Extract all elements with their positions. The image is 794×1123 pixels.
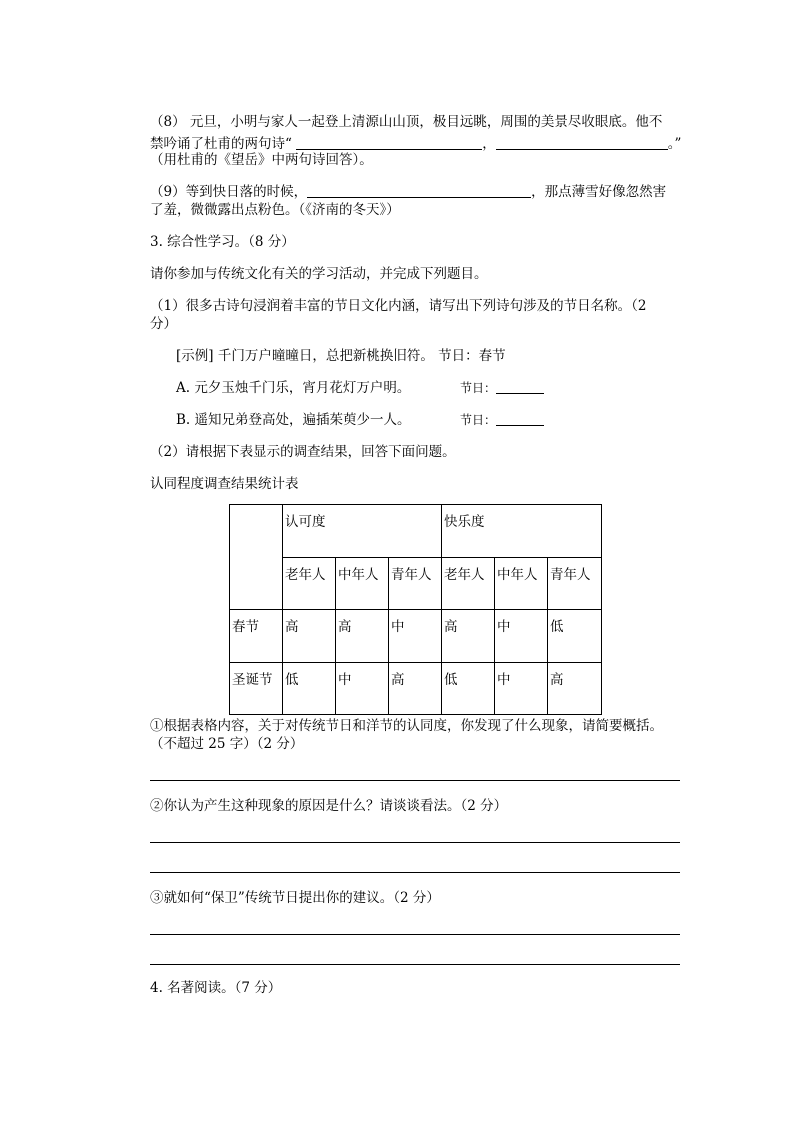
q9-suffix: ，那点薄雪好像忽然害 <box>531 184 667 200</box>
answer-line-b1[interactable] <box>150 842 680 843</box>
q9-line2: 了羞，微微露出点粉色。（《济南的冬天》） <box>150 202 400 218</box>
table-cell: 中 <box>336 663 389 715</box>
table-cell: 高 <box>283 610 336 663</box>
option-a-blank[interactable] <box>496 379 544 394</box>
question-a-line2: （不超过 25 字）（2 分） <box>150 736 304 752</box>
table-subheader-row <box>230 558 602 610</box>
option-b-text: B. 遥知兄弟登高处，遍插茱萸少一人。 <box>176 412 411 428</box>
answer-line-b2[interactable] <box>150 872 680 873</box>
q9-line1 <box>150 182 666 202</box>
table-group-header-row <box>230 505 602 558</box>
q8-line3: （用杜甫的《望岳》中两句诗回答）。 <box>150 152 373 168</box>
option-a-label: 节日： <box>460 381 497 395</box>
section3-title: 3. 综合性学习。（8 分） <box>150 234 295 250</box>
table-cell: 高 <box>442 610 495 663</box>
option-b-label: 节日： <box>460 413 497 427</box>
option-b-blank[interactable] <box>496 411 544 426</box>
table-row-label: 圣诞节 <box>230 663 283 715</box>
table-row <box>230 663 602 715</box>
question-b: ②你认为产生这种现象的原因是什么？请谈谈看法。（2 分） <box>150 798 508 814</box>
table-subheader: 青年人 <box>389 558 442 610</box>
table-cell: 中 <box>389 610 442 663</box>
q9-prefix: （9）等到快日落的时候， <box>150 184 308 200</box>
table-corner-cell <box>230 505 283 610</box>
table-cell: 高 <box>389 663 442 715</box>
q8-line2-mid: ， <box>482 136 496 152</box>
answer-line-a[interactable] <box>150 780 680 781</box>
q8-line1: （8） 元旦，小明与家人一起登上清源山山顶，极目远眺，周围的美景尽收眼底。他不 <box>150 114 663 130</box>
table-title: 认同程度调查结果统计表 <box>150 476 299 492</box>
section3-p1-line1: （1）很多古诗句浸润着丰富的节日文化内涵，请写出下列诗句涉及的节日名称。（2 <box>150 298 647 314</box>
q8-line2-prefix: 禁吟诵了杜甫的两句诗“ <box>150 136 297 152</box>
question-c: ③就如何“保卫”传统节日提出你的建议。（2 分） <box>150 890 440 906</box>
table-subheader: 老年人 <box>442 558 495 610</box>
answer-line-c1[interactable] <box>150 934 680 935</box>
table-cell: 高 <box>336 610 389 663</box>
section3-p1-line2: 分） <box>150 316 177 332</box>
question-a-line1: ①根据表格内容，关于对传统节日和洋节的认同度，你发现了什么现象，请简要概括。 <box>150 718 663 734</box>
table-subheader: 中年人 <box>495 558 548 610</box>
table-cell: 中 <box>495 610 548 663</box>
q8-answer-blank-2[interactable] <box>496 135 668 150</box>
q8-answer-blank-1[interactable] <box>296 135 482 150</box>
table-group-header: 快乐度 <box>442 505 602 558</box>
example-line: [示例] 千门万户曈曈日，总把新桃换旧符。 节日：春节 <box>176 348 506 364</box>
option-a-answer <box>460 378 544 398</box>
answer-line-c2[interactable] <box>150 964 680 965</box>
q9-answer-blank[interactable] <box>307 183 531 198</box>
section4-title: 4. 名著阅读。（7 分） <box>150 980 282 996</box>
option-a-text: A. 元夕玉烛千门乐，宵月花灯万户明。 <box>176 380 411 396</box>
table-cell: 低 <box>442 663 495 715</box>
section3-intro: 请你参加与传统文化有关的学习活动，并完成下列题目。 <box>150 266 488 282</box>
table-subheader: 老年人 <box>283 558 336 610</box>
table-subheader: 青年人 <box>548 558 602 610</box>
table-subheader: 中年人 <box>336 558 389 610</box>
table-cell: 高 <box>548 663 602 715</box>
table-row <box>230 610 602 663</box>
survey-table <box>229 504 602 715</box>
q8-line2-suffix: 。” <box>667 136 682 152</box>
table-group-header: 认可度 <box>283 505 442 558</box>
table-cell: 低 <box>548 610 602 663</box>
table-cell: 低 <box>283 663 336 715</box>
section3-p2: （2）请根据下表显示的调查结果，回答下面问题。 <box>150 444 456 460</box>
table-cell: 中 <box>495 663 548 715</box>
table-row-label: 春节 <box>230 610 283 663</box>
option-b-answer <box>460 410 544 430</box>
